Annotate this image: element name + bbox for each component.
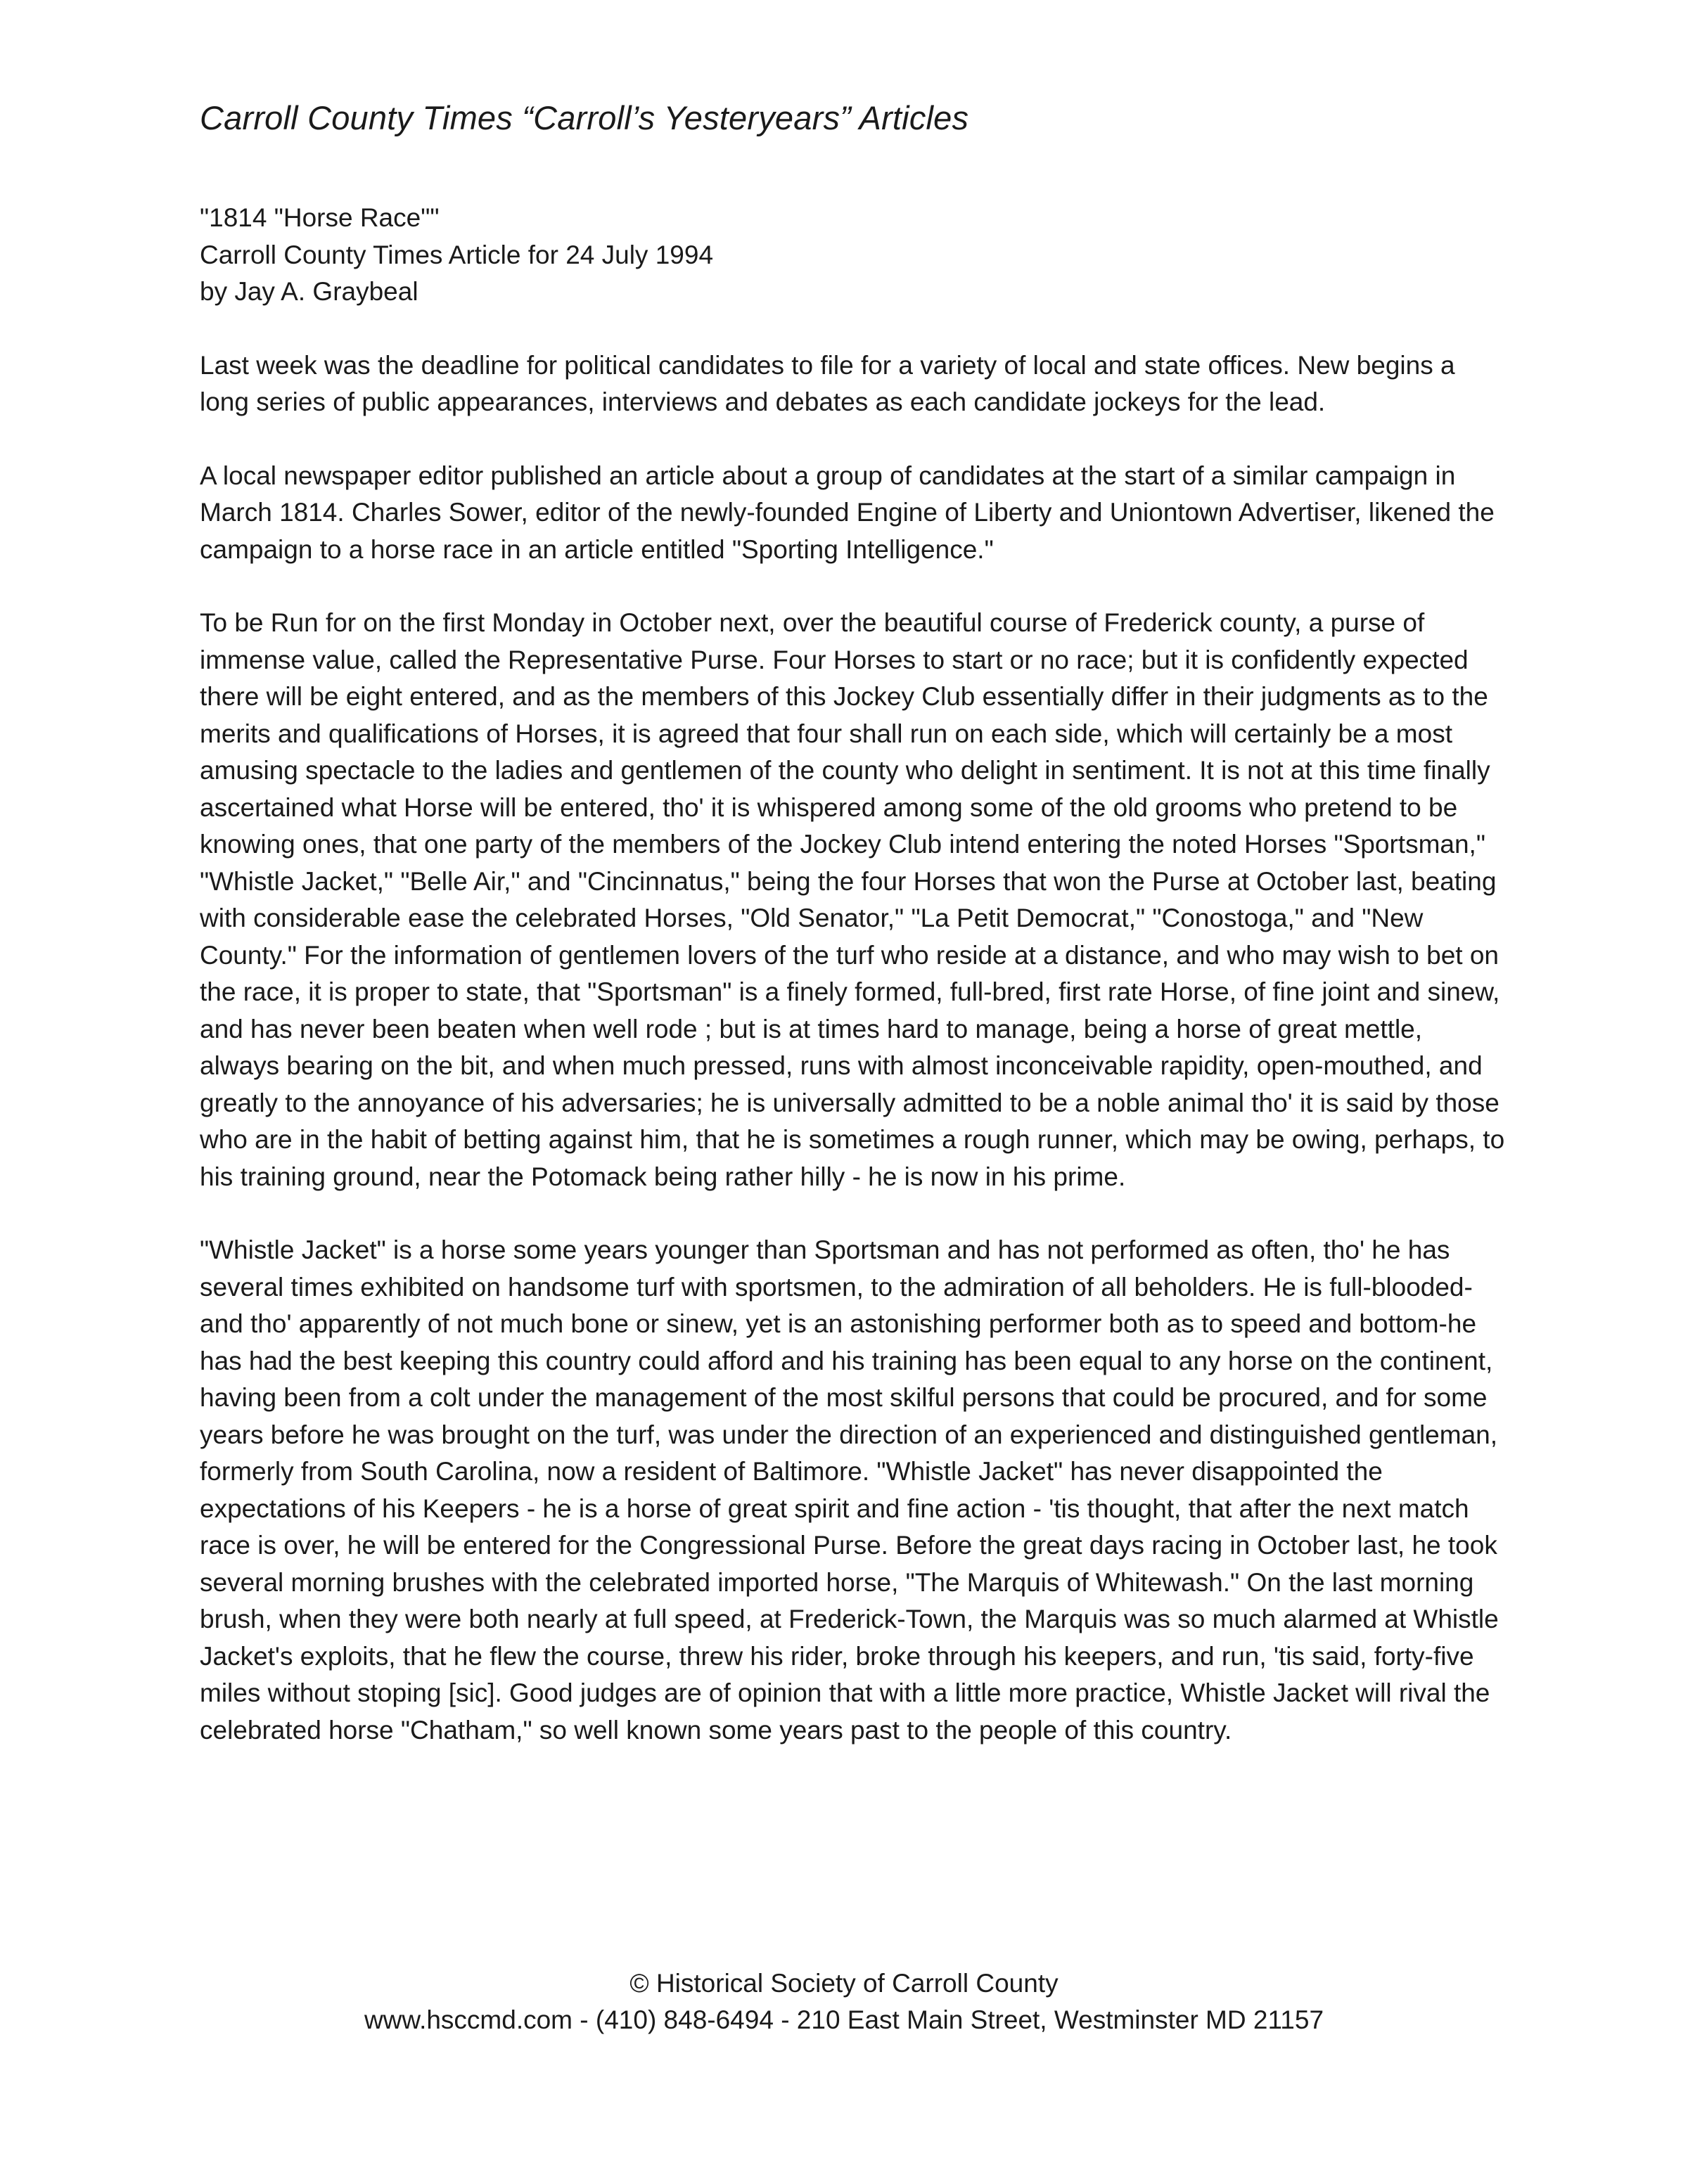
article-paragraph: "Whistle Jacket" is a horse some years younger than Sportsman and has not performed as often, tho' he has several times exhibited on handsome turf with sportsmen, to the admiration of all beholders. He is full-blooded-and tho' apparently of not much bone or sinew, yet is an astonishing performer both as to speed and bottom-he has had the best keeping this country could afford and his training has been equal to any horse on the continent, having been from a colt under the management of the most skilful persons that could be procured, and for some years before he was brought on the turf, was under the direction of an experienced and distinguished gentleman, formerly from South Carolina, now a resident of Baltimore. "Whistle Jacket" has never disappointed the expectations of his Keepers - he is a horse of great spirit and fine action - 'tis thought, that after the next match race is over, he will be entered for the Congressional Purse. Before the great days racing in October last, he took several morning brushes with the celebrated imported horse, "The Marquis of Whitewash." On the last morning brush, when they were both nearly at full speed, at Frederick-Town, the Marquis was so much alarmed at Whistle Jacket's exploits, that he flew the course, threw his rider, broke through his keepers, and run, 'tis said, forty-five miles without stoping [sic]. Good judges are of opinion that with a little more practice, Whistle Jacket will rival the celebrated horse "Chatham," so well known some years past to the people of this country. bbox=[200, 1235, 1499, 1745]
article-paragraph: Last week was the deadline for political candidates to file for a variety of local and state offices. New begins a long series of public appearances, interviews and debates as each candidate jockeys for the lead. bbox=[200, 350, 1455, 416]
article bbox=[200, 200, 1508, 1749]
article-paragraph: To be Run for on the first Monday in October next, over the beautiful course of Frederick county, a purse of immense value, called the Representative Purse. Four Horses to start or no race; but it is confidently expected there will be eight entered, and as the members of this Jockey Club essentially differ in their judgments as to the merits and qualifications of Horses, it is agreed that four shall run on each side, which will certainly be a most amusing spectacle to the ladies and gentlemen of the county who delight in sentiment. It is not at this time finally ascertained what Horse will be entered, tho' it is whispered among some of the old grooms who pretend to be knowing ones, that one party of the members of the Jockey Club intend entering the noted Horses "Sportsman," "Whistle Jacket," "Belle Air," and "Cincinnatus," being the four Horses that won the Purse at October last, beating with considerable ease the celebrated Horses, "Old Senator," "La Petit Democrat," "Conostoga," and "New County." For the information of gentlemen lovers of the turf who reside at a distance, and who may wish to bet on the race, it is proper to state, that "Sportsman" is a finely formed, full-bred, first rate Horse, of fine joint and sinew, and has never been beaten when well rode ; but is at times hard to manage, being a horse of great mettle, always bearing on the bit, and when much pressed, runs with almost inconceivable rapidity, open-mouthed, and greatly to the annoyance of his adversaries; he is universally admitted to be a noble animal tho' it is said by those who are in the habit of betting against him, that he is sometimes a rough runner, which may be owing, perhaps, to his training ground, near the Potomack being rather hilly - he is now in his prime. bbox=[200, 608, 1505, 1191]
article-meta bbox=[200, 200, 1508, 311]
article-paragraph: A local newspaper editor published an article about a group of candidates at the start of a similar campaign in March 1814. Charles Sower, editor of the newly-founded Engine of Liberty and Uniontown Advertiser, likened the campaign to a horse race in an article entitled "Sporting Intelligence." bbox=[200, 461, 1495, 564]
article-publication: Carroll County Times Article for 24 July 1994 bbox=[200, 240, 714, 269]
page-footer bbox=[0, 1965, 1688, 2038]
footer-contact: www.hsccmd.com - (410) 848-6494 - 210 East Main Street, Westminster MD 21157 bbox=[364, 2005, 1324, 2034]
page-header: Carroll County Times “Carroll’s Yesteryears” Articles bbox=[200, 99, 969, 136]
article-byline: by Jay A. Graybeal bbox=[200, 277, 418, 306]
footer-copyright: © Historical Society of Carroll County bbox=[629, 1969, 1059, 1998]
article-title: "1814 "Horse Race"" bbox=[200, 203, 440, 232]
